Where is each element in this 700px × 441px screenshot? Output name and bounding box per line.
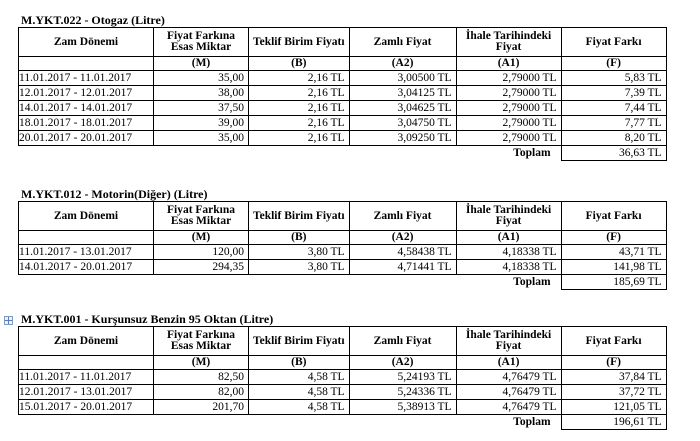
table-move-handle-icon[interactable] [4, 316, 13, 325]
header-base-quantity [154, 202, 249, 231]
table-row [19, 71, 667, 86]
bid-price-cell: 3,80 TL [249, 260, 350, 275]
empty-cell [154, 415, 249, 430]
quantity-cell: 120,00 [154, 245, 249, 260]
header-base-quantity [154, 327, 249, 356]
header-period: Zam Dönemi [19, 202, 154, 231]
header-tender-price [456, 202, 561, 231]
table-row [19, 101, 667, 116]
total-label: Toplam [513, 276, 551, 289]
period-cell: 11.01.2017 - 11.01.2017 [19, 370, 154, 385]
adjusted-price-cell: 3,00500 TL [349, 71, 456, 86]
empty-cell [349, 146, 456, 161]
total-value: 185,69 TL [561, 275, 666, 290]
header-bid-price: Teklif Birim Fiyatı [249, 202, 350, 231]
quantity-cell: 39,00 [154, 116, 249, 131]
price-difference-cell: 43,71 TL [561, 245, 666, 260]
quantity-cell: 38,00 [154, 86, 249, 101]
empty-cell [19, 415, 154, 430]
header-tender-price-line2: Fiyat [495, 215, 522, 227]
header-base-quantity-line2: Esas Miktar [170, 41, 232, 53]
empty-cell [249, 146, 350, 161]
table-row [19, 116, 667, 131]
adjusted-price-cell: 3,04125 TL [349, 86, 456, 101]
total-row [19, 275, 667, 290]
header-price-difference: Fiyat Farkı [561, 28, 666, 57]
bid-price-cell: 4,58 TL [249, 370, 350, 385]
subheader-cell: (A1) [456, 57, 561, 71]
fuel-section [18, 14, 667, 161]
price-difference-cell: 37,84 TL [561, 370, 666, 385]
header-period: Zam Dönemi [19, 327, 154, 356]
subheader-cell: (A2) [349, 356, 456, 370]
header-base-quantity-line2: Esas Miktar [170, 340, 232, 352]
quantity-cell: 294,35 [154, 260, 249, 275]
tender-price-cell: 2,79000 TL [456, 131, 561, 146]
fuel-section [18, 188, 667, 290]
adjusted-price-cell: 3,09250 TL [349, 131, 456, 146]
subheader-cell: (F) [561, 356, 666, 370]
header-tender-price-line1: İhale Tarihindeki [465, 30, 552, 42]
subheader-cell: (M) [154, 231, 249, 245]
header-tender-price [456, 28, 561, 57]
table-row [19, 86, 667, 101]
header-tender-price-line1: İhale Tarihindeki [465, 329, 552, 341]
period-cell: 11.01.2017 - 11.01.2017 [19, 71, 154, 86]
subheader-cell: (A1) [456, 356, 561, 370]
price-difference-cell: 121,05 TL [561, 400, 666, 415]
table-row [19, 370, 667, 385]
quantity-cell: 37,50 [154, 101, 249, 116]
empty-cell [154, 275, 249, 290]
header-adjusted-price: Zamlı Fiyat [349, 327, 456, 356]
tender-price-cell: 2,79000 TL [456, 71, 561, 86]
adjusted-price-cell: 4,58438 TL [349, 245, 456, 260]
total-label: Toplam [513, 416, 551, 429]
header-tender-price-line1: İhale Tarihindeki [465, 204, 552, 216]
quantity-cell: 82,50 [154, 370, 249, 385]
bid-price-cell: 2,16 TL [249, 131, 350, 146]
header-base-quantity-line1: Fiyat Farkına [166, 30, 236, 42]
period-cell: 12.01.2017 - 12.01.2017 [19, 86, 154, 101]
period-cell: 14.01.2017 - 14.01.2017 [19, 101, 154, 116]
tender-price-cell: 2,79000 TL [456, 86, 561, 101]
tender-price-cell: 4,18338 TL [456, 260, 561, 275]
header-base-quantity-line1: Fiyat Farkına [166, 329, 236, 341]
adjusted-price-cell: 3,04750 TL [349, 116, 456, 131]
total-row [19, 146, 667, 161]
header-bid-price: Teklif Birim Fiyatı [249, 28, 350, 57]
price-difference-table [18, 326, 667, 430]
total-label: Toplam [513, 147, 551, 160]
section-title: M.YKT.012 - Motorin(Diğer) (Litre) [21, 187, 208, 201]
table-row [19, 400, 667, 415]
table-row [19, 260, 667, 275]
adjusted-price-cell: 3,04625 TL [349, 101, 456, 116]
subheader-cell: (A2) [349, 57, 456, 71]
period-cell: 18.01.2017 - 18.01.2017 [19, 116, 154, 131]
header-row [19, 202, 667, 231]
header-base-quantity-line1: Fiyat Farkına [166, 204, 236, 216]
empty-cell [349, 415, 456, 430]
price-difference-cell: 7,44 TL [561, 101, 666, 116]
price-difference-cell: 141,98 TL [561, 260, 666, 275]
table-row [19, 385, 667, 400]
bid-price-cell: 2,16 TL [249, 116, 350, 131]
section-title: M.YKT.022 - Otogaz (Litre) [21, 13, 165, 27]
empty-cell [19, 275, 154, 290]
period-cell: 12.01.2017 - 13.01.2017 [19, 385, 154, 400]
subheader-cell: (B) [249, 57, 350, 71]
bid-price-cell: 2,16 TL [249, 86, 350, 101]
subheader-cell [19, 231, 154, 245]
header-tender-price-line2: Fiyat [495, 41, 522, 53]
tender-price-cell: 2,79000 TL [456, 116, 561, 131]
header-tender-price [456, 327, 561, 356]
tender-price-cell: 2,79000 TL [456, 101, 561, 116]
empty-cell [249, 275, 350, 290]
header-base-quantity [154, 28, 249, 57]
fuel-section [18, 313, 667, 430]
price-difference-table [18, 201, 667, 290]
total-row [19, 415, 667, 430]
total-value: 196,61 TL [561, 415, 666, 430]
price-difference-cell: 7,77 TL [561, 116, 666, 131]
section-title: M.YKT.001 - Kurşunsuz Benzin 95 Oktan (Litre) [21, 312, 274, 326]
subheader-cell: (F) [561, 231, 666, 245]
adjusted-price-cell: 5,24193 TL [349, 370, 456, 385]
table-row [19, 131, 667, 146]
subheader-row [19, 231, 667, 245]
subheader-row [19, 57, 667, 71]
period-cell: 15.01.2017 - 20.01.2017 [19, 400, 154, 415]
empty-cell [349, 275, 456, 290]
quantity-cell: 82,00 [154, 385, 249, 400]
bid-price-cell: 2,16 TL [249, 71, 350, 86]
subheader-row [19, 356, 667, 370]
subheader-cell [19, 356, 154, 370]
header-price-difference: Fiyat Farkı [561, 327, 666, 356]
tender-price-cell: 4,76479 TL [456, 370, 561, 385]
total-value: 36,63 TL [561, 146, 666, 161]
header-price-difference: Fiyat Farkı [561, 202, 666, 231]
empty-cell [19, 146, 154, 161]
adjusted-price-cell: 4,71441 TL [349, 260, 456, 275]
bid-price-cell: 3,80 TL [249, 245, 350, 260]
empty-cell [154, 146, 249, 161]
price-difference-cell: 8,20 TL [561, 131, 666, 146]
header-tender-price-line2: Fiyat [495, 340, 522, 352]
header-row [19, 327, 667, 356]
header-row [19, 28, 667, 57]
table-row [19, 245, 667, 260]
header-bid-price: Teklif Birim Fiyatı [249, 327, 350, 356]
empty-cell [249, 415, 350, 430]
header-period: Zam Dönemi [19, 28, 154, 57]
header-adjusted-price: Zamlı Fiyat [349, 28, 456, 57]
quantity-cell: 201,70 [154, 400, 249, 415]
tender-price-cell: 4,76479 TL [456, 385, 561, 400]
period-cell: 14.01.2017 - 20.01.2017 [19, 260, 154, 275]
adjusted-price-cell: 5,38913 TL [349, 400, 456, 415]
subheader-cell: (F) [561, 57, 666, 71]
bid-price-cell: 2,16 TL [249, 101, 350, 116]
subheader-cell: (M) [154, 356, 249, 370]
price-difference-cell: 7,39 TL [561, 86, 666, 101]
price-difference-table [18, 27, 667, 161]
tender-price-cell: 4,76479 TL [456, 400, 561, 415]
adjusted-price-cell: 5,24336 TL [349, 385, 456, 400]
period-cell: 11.01.2017 - 13.01.2017 [19, 245, 154, 260]
tender-price-cell: 4,18338 TL [456, 245, 561, 260]
header-base-quantity-line2: Esas Miktar [170, 215, 232, 227]
subheader-cell [19, 57, 154, 71]
price-difference-cell: 5,83 TL [561, 71, 666, 86]
subheader-cell: (A2) [349, 231, 456, 245]
header-adjusted-price: Zamlı Fiyat [349, 202, 456, 231]
bid-price-cell: 4,58 TL [249, 400, 350, 415]
subheader-cell: (M) [154, 57, 249, 71]
quantity-cell: 35,00 [154, 71, 249, 86]
bid-price-cell: 4,58 TL [249, 385, 350, 400]
subheader-cell: (B) [249, 231, 350, 245]
price-difference-cell: 37,72 TL [561, 385, 666, 400]
period-cell: 20.01.2017 - 20.01.2017 [19, 131, 154, 146]
subheader-cell: (A1) [456, 231, 561, 245]
subheader-cell: (B) [249, 356, 350, 370]
quantity-cell: 35,00 [154, 131, 249, 146]
